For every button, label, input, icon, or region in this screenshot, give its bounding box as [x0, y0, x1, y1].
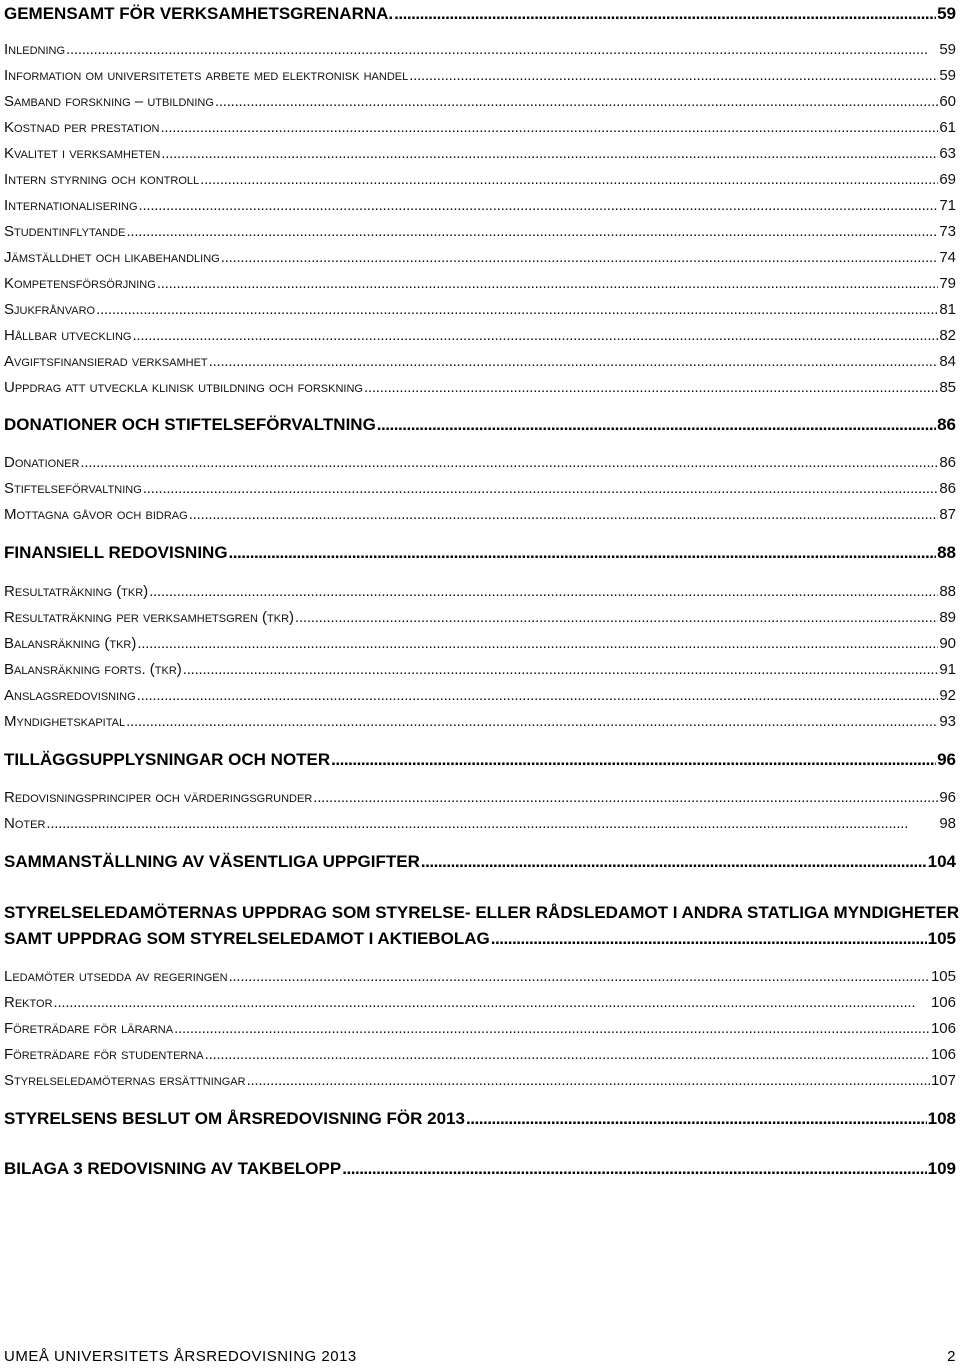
- toc-entry[interactable]: [4, 67, 956, 84]
- footer-title: UMEÅ UNIVERSITETS ÅRSREDOVISNING 2013: [4, 1348, 357, 1365]
- toc-entry-label: Balansräkning forts. (tkr): [4, 661, 182, 678]
- toc-entry[interactable]: [4, 249, 956, 266]
- dot-leader: [161, 145, 938, 162]
- toc-entry-page-number: 61: [939, 119, 956, 136]
- toc-entry-label: STYRELSELEDAMÖTERNAS UPPDRAG SOM STYRELSE- ELLER RÅDSLEDAMOT I ANDRA STATLIGA MYNDIGHETER: [4, 903, 960, 922]
- toc-entry-page-number: 88: [939, 583, 956, 600]
- toc-entry-label: Företrädare för lärarna: [4, 1020, 174, 1037]
- dot-leader: [174, 1020, 930, 1037]
- toc-entry-label: Sjukfrånvaro: [4, 301, 96, 318]
- dot-leader: [409, 67, 938, 84]
- toc-entry-label: Studentinflytande: [4, 223, 126, 240]
- dot-leader: [221, 249, 939, 266]
- toc-entry[interactable]: [4, 994, 956, 1011]
- toc-entry-label: Samband forskning – utbildning: [4, 93, 214, 110]
- toc-entry-label: Noter: [4, 815, 46, 832]
- toc-entry[interactable]: [4, 454, 956, 471]
- toc-entry-label: SAMMANSTÄLLNING AV VÄSENTLIGA UPPGIFTER: [4, 852, 420, 871]
- dot-leader: [160, 119, 938, 136]
- toc-entry-page-number: 84: [939, 353, 956, 370]
- toc-entry-label: Kompetensförsörjning: [4, 275, 156, 292]
- toc-entry-page-number: 98: [939, 815, 956, 832]
- dot-leader: [313, 789, 938, 806]
- toc-entry-page-number: 104: [927, 852, 956, 871]
- toc-entry-page-number: 82: [939, 327, 956, 344]
- toc-heading[interactable]: [4, 750, 956, 770]
- dot-leader: [247, 1072, 930, 1089]
- toc-entry-page-number: 106: [930, 994, 956, 1011]
- toc-entry-label: Donationer: [4, 454, 80, 471]
- dot-leader: [377, 415, 936, 435]
- dot-leader: [133, 327, 939, 344]
- toc-entry[interactable]: [4, 41, 956, 58]
- dot-leader: [342, 1159, 926, 1179]
- toc-entry-page-number: 93: [939, 713, 956, 730]
- toc-entry[interactable]: [4, 583, 956, 600]
- toc-entry-page-number: 92: [939, 687, 956, 704]
- toc-heading[interactable]: [4, 1159, 956, 1179]
- toc-entry-label: Inledning: [4, 41, 66, 58]
- toc-entry[interactable]: [4, 171, 956, 188]
- toc-entry-label: DONATIONER OCH STIFTELSEFÖRVALTNING: [4, 415, 376, 434]
- toc-entry[interactable]: [4, 815, 956, 832]
- toc-entry-page-number: 105: [927, 929, 956, 948]
- toc-entry-page-number: 86: [939, 454, 956, 471]
- toc-entry[interactable]: [4, 609, 956, 626]
- toc-entry-label: Intern styrning och kontroll: [4, 171, 200, 188]
- toc-entry[interactable]: [4, 1046, 956, 1063]
- dot-leader: [394, 4, 936, 24]
- toc-entry[interactable]: [4, 1020, 956, 1037]
- toc-entry[interactable]: [4, 145, 956, 162]
- toc-entry-page-number: 91: [939, 661, 956, 678]
- toc-entry-page-number: 86: [939, 480, 956, 497]
- toc-entry-label: Redovisningsprinciper och värderingsgrunder: [4, 789, 313, 806]
- toc-entry-page-number: 96: [939, 789, 956, 806]
- toc-entry-label: Myndighetskapital: [4, 713, 126, 730]
- toc-entry-label: Anslagsredovisning: [4, 687, 136, 704]
- toc-entry-page-number: 59: [937, 4, 956, 23]
- toc-entry-label: Kvalitet i verksamheten: [4, 145, 161, 162]
- toc-entry-page-number: 79: [939, 275, 956, 292]
- toc-entry[interactable]: [4, 789, 956, 806]
- dot-leader: [364, 379, 938, 396]
- toc-entry[interactable]: [4, 197, 956, 214]
- toc-entry[interactable]: [4, 275, 956, 292]
- toc-entry[interactable]: [4, 661, 956, 678]
- dot-leader: [421, 852, 927, 872]
- toc-entry-label: Avgiftsfinansierad verksamhet: [4, 353, 208, 370]
- dot-leader: [96, 301, 938, 318]
- toc-entry-page-number: 106: [930, 1020, 956, 1037]
- dot-leader: [137, 635, 938, 652]
- toc-entry-label: FINANSIELL REDOVISNING: [4, 543, 228, 562]
- toc-entry-page-number: 73: [939, 223, 956, 240]
- dot-leader: [137, 687, 939, 704]
- toc-entry-page-number: 86: [937, 415, 956, 434]
- toc-entry-page-number: 74: [939, 249, 956, 266]
- dot-leader: [66, 41, 938, 58]
- toc-entry-page-number: 71: [939, 197, 956, 214]
- dot-leader: [80, 454, 938, 471]
- toc-entry-page-number: 59: [939, 41, 956, 58]
- toc-entry-page-number: 87: [939, 506, 956, 523]
- toc-entry-label: Företrädare för studenterna: [4, 1046, 204, 1063]
- dot-leader: [205, 1046, 930, 1063]
- toc-entry-label: TILLÄGGSUPPLYSNINGAR OCH NOTER: [4, 750, 331, 769]
- toc-entry-label: GEMENSAMT FÖR VERKSAMHETSGRENARNA.: [4, 4, 394, 23]
- toc-entry-label: Mottagna gåvor och bidrag: [4, 506, 188, 523]
- toc-entry-page-number: 85: [939, 379, 956, 396]
- dot-leader: [189, 506, 939, 523]
- dot-leader: [126, 223, 938, 240]
- toc-entry[interactable]: [4, 353, 956, 370]
- toc-entry-label: BILAGA 3 REDOVISNING AV TAKBELOPP: [4, 1159, 342, 1178]
- dot-leader: [229, 968, 930, 985]
- dot-leader: [200, 171, 938, 188]
- dot-leader: [126, 713, 938, 730]
- toc-heading[interactable]: [4, 1109, 956, 1129]
- toc-entry-page-number: 108: [927, 1109, 956, 1128]
- toc-entry-label: Hållbar utveckling: [4, 327, 132, 344]
- dot-leader: [295, 609, 938, 626]
- toc-entry-page-number: 90: [939, 635, 956, 652]
- dot-leader: [183, 661, 939, 678]
- toc-entry-page-number: 88: [937, 543, 956, 562]
- dot-leader: [491, 929, 927, 949]
- dot-leader: [229, 543, 937, 563]
- page-footer: [4, 1348, 956, 1368]
- toc-entry-page-number: 59: [939, 67, 956, 84]
- toc-entry-label: Information om universitetets arbete med elektronisk handel: [4, 67, 409, 84]
- toc-entry[interactable]: [4, 713, 956, 730]
- dot-leader: [215, 93, 938, 110]
- toc-heading[interactable]: [4, 543, 956, 563]
- toc-entry[interactable]: [4, 968, 956, 985]
- toc-entry-page-number: 107: [930, 1072, 956, 1089]
- toc-entry[interactable]: [4, 1072, 956, 1089]
- dot-leader: [46, 815, 938, 832]
- toc-entry-page-number: 89: [939, 609, 956, 626]
- toc-heading[interactable]: [4, 415, 956, 435]
- toc-entry-label: SAMT UPPDRAG SOM STYRELSELEDAMOT I AKTIEBOLAG: [4, 929, 490, 948]
- toc-entry-label: Uppdrag att utveckla klinisk utbildning och forskning: [4, 379, 363, 396]
- dot-leader: [143, 480, 939, 497]
- dot-leader: [54, 994, 930, 1011]
- toc-entry-page-number: 106: [930, 1046, 956, 1063]
- toc-entry-label: Ledamöter utsedda av regeringen: [4, 968, 228, 985]
- dot-leader: [209, 353, 939, 370]
- dot-leader: [466, 1109, 927, 1129]
- toc-entry-label: Styrelseledamöternas ersättningar: [4, 1072, 246, 1089]
- toc-entry-page-number: 63: [939, 145, 956, 162]
- toc-entry[interactable]: [4, 635, 956, 652]
- toc-entry-label: STYRELSENS BESLUT OM ÅRSREDOVISNING FÖR 2013: [4, 1109, 465, 1128]
- toc-heading[interactable]: [4, 852, 956, 872]
- dot-leader: [139, 197, 939, 214]
- toc-entry-label: Kostnad per prestation: [4, 119, 160, 136]
- toc-entry-label: Jämställdhet och likabehandling: [4, 249, 220, 266]
- toc-entry-label: Resultaträkning (tkr): [4, 583, 149, 600]
- toc-entry[interactable]: [4, 301, 956, 318]
- toc-entry-page-number: 105: [930, 968, 956, 985]
- toc-entry[interactable]: [4, 327, 956, 344]
- toc-entry-page-number: 69: [939, 171, 956, 188]
- dot-leader: [157, 275, 939, 292]
- toc-entry[interactable]: [4, 506, 956, 523]
- toc-heading[interactable]: [4, 929, 956, 949]
- footer-page-number: 2: [947, 1348, 956, 1365]
- toc-entry-label: Stiftelseförvaltning: [4, 480, 142, 497]
- toc-entry-label: Internationalisering: [4, 197, 138, 214]
- toc-entry[interactable]: [4, 223, 956, 240]
- toc-entry-page-number: 96: [937, 750, 956, 769]
- toc-entry[interactable]: [4, 480, 956, 497]
- toc-entry-label: Resultaträkning per verksamhetsgren (tkr): [4, 609, 295, 626]
- toc-heading[interactable]: [4, 4, 956, 24]
- toc-entry[interactable]: [4, 119, 956, 136]
- toc-entry[interactable]: [4, 93, 956, 110]
- toc-entry-label: Rektor: [4, 994, 53, 1011]
- toc-entry[interactable]: [4, 687, 956, 704]
- toc-entry-page-number: 60: [939, 93, 956, 110]
- toc-entry-label: Balansräkning (tkr): [4, 635, 137, 652]
- dot-leader: [331, 750, 936, 770]
- toc-heading[interactable]: [4, 903, 960, 923]
- dot-leader: [149, 583, 938, 600]
- toc-entry-page-number: 81: [939, 301, 956, 318]
- toc-entry[interactable]: [4, 379, 956, 396]
- toc-entry-page-number: 109: [927, 1159, 956, 1178]
